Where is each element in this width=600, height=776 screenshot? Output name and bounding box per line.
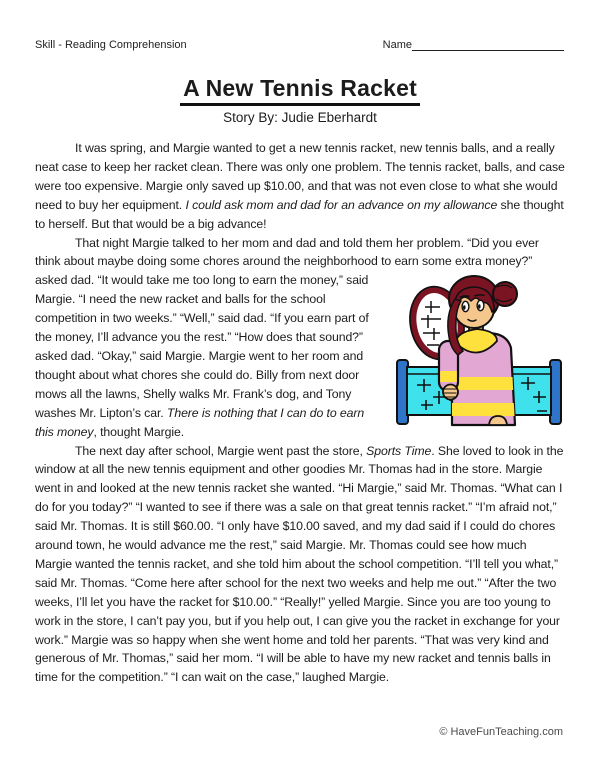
pupil-left [463,306,466,310]
title-block [0,75,600,106]
story-text-segment: The next day after school, Margie went past the store, [75,443,367,458]
story-text-segment: asked dad. “It would take me too long to earn the money,” said Margie. “I need the new racket and balls for the school competition in two weeks.” “Well,” said dad. “If you earn part of the money, I’ll advance you the rest.” “How does that sound?” asked dad. “Okay,” said Margie. Margie went to her room and thought about what chores she could do. Billy from next door mows all the lawns, Shelly walks Mr. Frank’s dog, and Tony washes Mr. Lipton’s car. [35,273,369,420]
story-title: A New Tennis Racket [180,75,420,106]
name-blank-line[interactable] [412,38,564,51]
story-text-segment-italic: There is nothing that I can do to earn this money [35,405,365,439]
story-illustration [393,273,565,431]
paragraph-1 [35,139,565,234]
story-text-segment: That night Margie talked to her mom and dad and told them her problem. “Did you ever think about maybe doing some chores around the neighborhood to earn some extra money?” [35,235,539,269]
sleeve-stripe [440,371,457,382]
story-text-segment-italic: Sports Time [366,443,432,458]
eye-right [477,301,484,311]
pupil-right [478,305,481,309]
story-text-segment: . She loved to look in the window at all the new tennis equipment and other goodies Mr. Thomas had in the store. Margie went in and looked at the new tennis racket she wanted. “Hi Margie,” said Mr. Thomas. “What can I do for you today?” “I wanted to see if there was a sale on that great tennis racket.” “I’m afraid not,” said Mr. Thomas. It is still $60.00. “I only have $10.00 saved, and my dad said if I could do chores around town, he would advance me the rest,” said Margie. Mr. Thomas could see how much Margie wanted the tennis racket, and she told him about the school competition. “I’ll tell you what,” said Mr. Thomas. “Come here after school for the next two weeks and help me out.” “After the two weeks, I’ll let you have the racket for $10.00.” “Really!” yelled Margie. Since you are too young to work in the store, I can’t pay you, but if you help out, I can give you the racket in exchange for your work.” Margie was so happy when she went home and told her parents. “That was very kind and generous of Mr. Thomas,” said her mom. “I will be able to have my new racket and tennis balls in time for the competition.” “I can wait on the case,” laughed Margie. [35,443,564,685]
name-label: Name [382,39,412,51]
header [0,0,600,51]
paragraph-2 [35,234,565,442]
story-text-segment: It was spring, and Margie wanted to get a new tennis racket, new tennis balls, and a really neat case to keep her racket clean. There was only one problem. The tennis racket, balls, and case were too expensive. Margie only saved up $10.00, and that was not even close to what she would need to buy her equipment. [35,141,565,212]
skill-label: Skill - Reading Comprehension [35,39,187,51]
hand-lower [489,416,507,425]
sweater-stripe-upper [449,377,519,390]
copyright: © HaveFunTeaching.com [439,726,563,738]
story-body [35,139,565,687]
story-text-segment: she thought to herself. But that would be a big advance! [35,197,564,231]
paragraph-3 [35,442,565,688]
eye-left [462,302,469,312]
sweater-stripe-lower [449,403,519,416]
byline: Story By: Judie Eberhardt [223,110,377,125]
story-text-segment-italic: I could ask mom and dad for an advance on my allowance [185,197,498,212]
name-field [383,38,564,51]
story-text-segment: , thought Margie. [93,424,185,439]
